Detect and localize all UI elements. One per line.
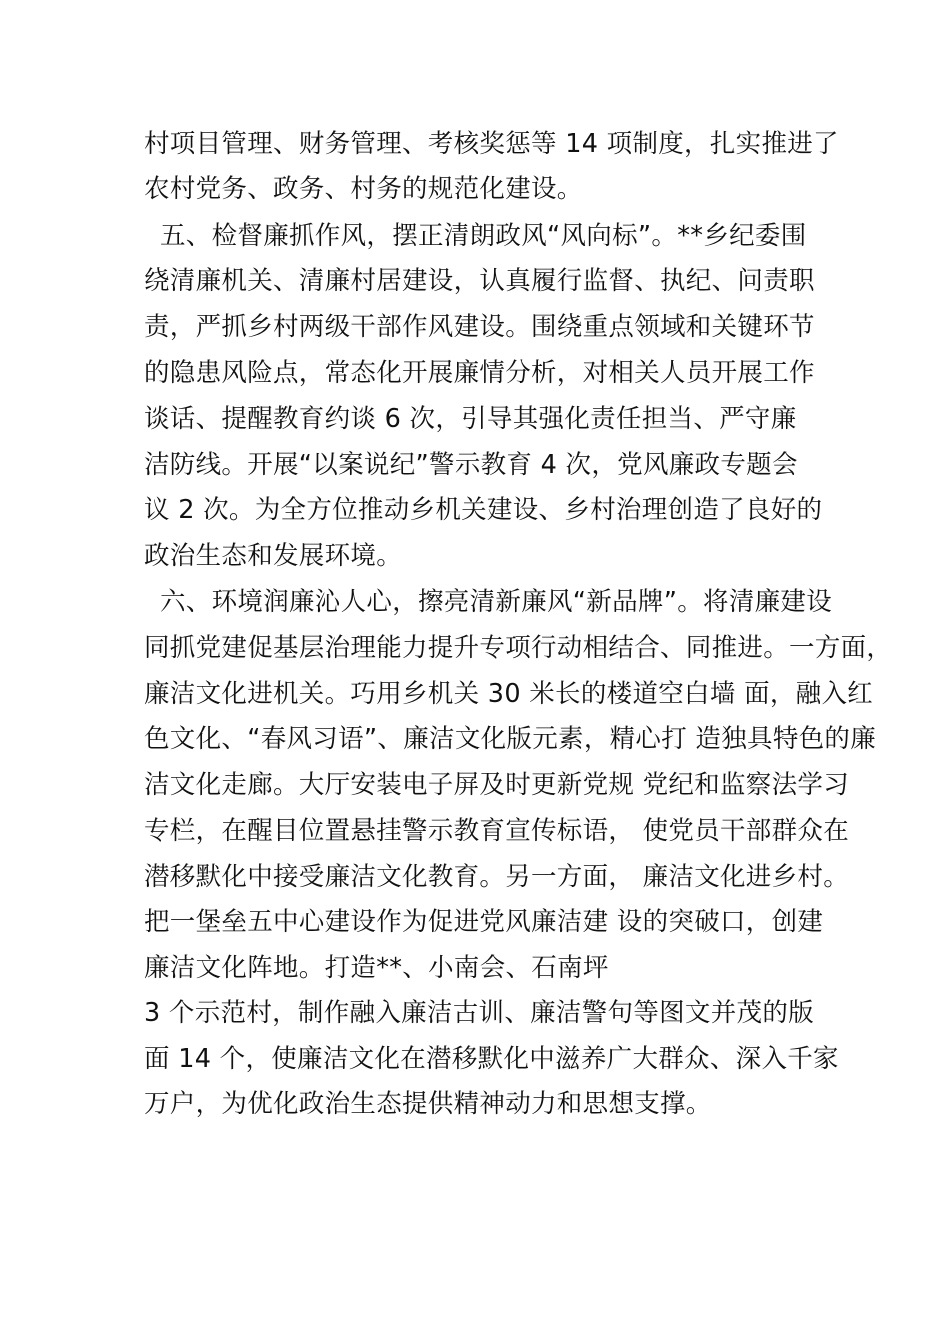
text-line: 责，严抓乡村两级干部作风建设。围绕重点领域和关键环节: [144, 312, 815, 342]
text-line: 农村党务、政务、村务的规范化建设。: [144, 174, 583, 204]
text-line: 的隐患风险点，常态化开展廉情分析，对相关人员开展工作: [144, 358, 815, 388]
text-line: 色文化、“春风习语”、廉洁文化版元素，精心打 造独具特色的廉: [144, 724, 877, 754]
section-heading-6: 六、环境润廉沁人心，擦亮清新廉风“新品牌”。将清廉建设: [160, 587, 833, 617]
text-line: 廉洁文化进机关。巧用乡机关 30 米长的楼道空白墙 面，融入红: [144, 679, 874, 709]
text-line: 专栏，在醒目位置悬挂警示教育宣传标语， 使党员干部群众在: [144, 816, 850, 846]
text-line: 洁文化走廊。大厅安装电子屏及时更新党规 党纪和监察法学习: [144, 770, 850, 800]
text-line: 面 14 个，使廉洁文化在潜移默化中滋养广大群众、深入千家: [144, 1044, 839, 1074]
text-line: 同抓党建促基层治理能力提升专项行动相结合、同推进。一方面，: [144, 633, 893, 663]
text-line: 村项目管理、财务管理、考核奖惩等 14 项制度，扎实推进了: [144, 129, 839, 159]
text-line: 3 个示范村，制作融入廉洁古训、廉洁警句等图文并茂的版: [144, 998, 814, 1028]
text-line: 万户，为优化政治生态提供精神动力和思想支撑。: [144, 1089, 712, 1119]
text-line: 把一堡垒五中心建设作为促进党风廉洁建 设的突破口，创建: [144, 907, 824, 937]
text-line: 廉洁文化阵地。打造**、小南会、石南坪: [144, 953, 609, 983]
text-line: 潜移默化中接受廉洁文化教育。另一方面， 廉洁文化进乡村。: [144, 862, 850, 892]
text-line: 绕清廉机关、清廉村居建设，认真履行监督、执纪、问责职: [144, 266, 815, 296]
text-line: 政治生态和发展环境。: [144, 541, 403, 571]
section-heading-5: 五、检督廉抓作风，摆正清朗政风“风向标”。**乡纪委围: [160, 221, 807, 251]
text-line: 洁防线。开展“以案说纪”警示教育 4 次，党风廉政专题会: [144, 450, 798, 480]
text-line: 谈话、提醒教育约谈 6 次，引导其强化责任担当、严守廉: [144, 404, 797, 434]
text-line: 议 2 次。为全方位推动乡机关建设、乡村治理创造了良好的: [144, 495, 823, 525]
